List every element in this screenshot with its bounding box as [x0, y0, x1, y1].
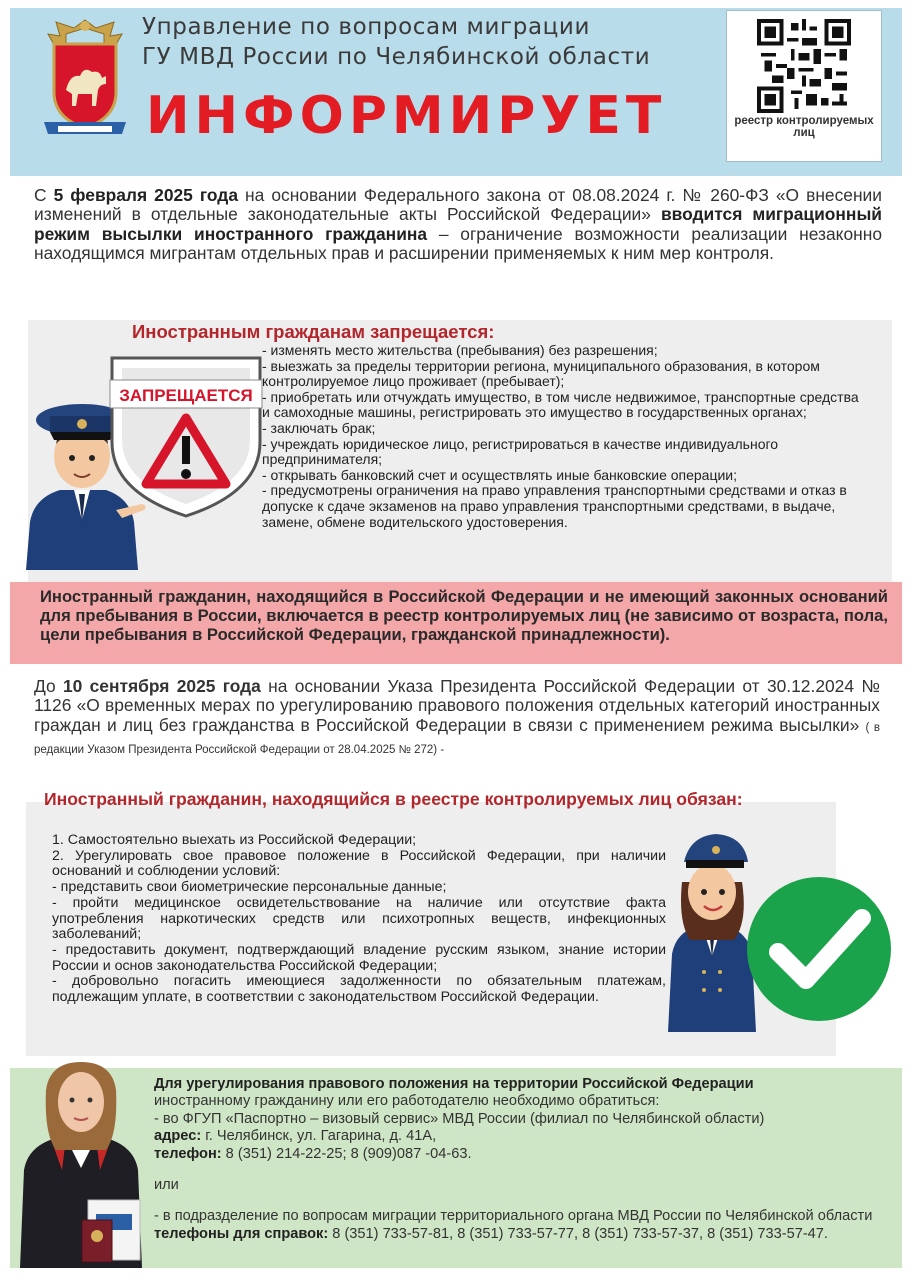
informs-heading: ИНФОРМИРУЕТ [146, 86, 667, 146]
intro-emphasis: вводится миграционный режим высылки иностранного гражданина [34, 204, 882, 244]
chelyabinsk-police-emblem-icon [36, 14, 134, 142]
address-line [154, 1128, 902, 1145]
prohibited-warning-sign-icon [106, 352, 266, 520]
obligations-list [52, 833, 666, 1006]
prohibited-item: - заключать брак; [262, 419, 376, 436]
registry-banner-text: Иностранный гражданин, находящийся в Российской Федерации и не имеющий законных оснований для пребывания в России, включается в реестр контролируемых лиц (не зависимо от возраста, пола, цели пребывания в Российской Федерации, гражданской принадлежности). [40, 587, 888, 644]
intro-date: 5 февраля 2025 года [53, 185, 238, 205]
contacts-block [154, 1076, 902, 1243]
decree-date: 10 сентября 2025 года [62, 676, 261, 696]
prohibited-list [262, 343, 862, 530]
obligation-item: 1. Самостоятельно выехать из Российской Федерации; [52, 832, 417, 848]
decree-paragraph: До 10 сентября 2025 года на основании Указа Президента Российской Федерации от 30.12.2024 № 1126 «О временных мерах по урегулированию правового положения отдельных категорий иностранных граждан и лиц без гражданства в Российской Федерации в связи с применением режима высылки» ( в редакции Указом Президента Российской Федерации от 28.04.2025 № 272) - [34, 676, 880, 756]
officer-with-documents-icon [16, 1050, 146, 1268]
contacts-line: - во ФГУП «Паспортно – визовый сервис» МВД России (филиал по Челябинской области) [154, 1110, 765, 1127]
obligation-item: - представить свои биометрические персональные данные; [52, 879, 447, 896]
prohibited-item: - приобретать или отчуждать имущество, в том числе недвижимое, транспортные средства и самоходные машины, регистрировать это имущество в государственных органах; [262, 388, 859, 421]
checkmark-icon [746, 876, 892, 1022]
contacts-line: - в подразделение по вопросам миграции территориального органа МВД России по Челябинской области [154, 1208, 873, 1225]
spacer [154, 1163, 902, 1177]
prohibited-title: Иностранным гражданам запрещается: [132, 321, 495, 342]
obligation-item: 2. Урегулировать свое правовое положение в Российской Федерации, при наличии оснований и соблюдении условий: [52, 847, 666, 880]
address-label: адрес: [154, 1128, 202, 1145]
prohibited-item: - предусмотрены ограничения на право управления транспортными средствами и отказ в допуске к сдаче экзаменов на право управления транспортными средствами, в выдаче, замене, обмене водительского удостоверения. [262, 482, 847, 530]
intro-paragraph: С 5 февраля 2025 года на основании Федерального закона от 08.08.2024 г. № 260-ФЗ «О внесении изменений в отдельные законодательные акты Российской Федерации» вводится миграционный режим высылки иностранного гражданина – ограничение возможности реализации незаконно находящимся мигрантам отдельных прав и расширении применяемых к ним мер контроля. [34, 185, 882, 264]
obligation-item: - добровольно погасить имеющиеся задолженности по обязательным платежам, подлежащим уплате, в соответствии с законодательством Российской Федерации. [52, 973, 666, 1006]
obligations-title: Иностранный гражданин, находящийся в реестре контролируемых лиц обязан: [44, 789, 743, 809]
prohibited-sign-label: ЗАПРЕЩАЕТСЯ [119, 386, 253, 405]
spacer [154, 1194, 902, 1208]
contacts-heading: Для урегулирования правового положения на территории Российской Федерации [154, 1076, 754, 1092]
org-line-1: Управление по вопросам миграции [142, 14, 590, 40]
obligation-item: - предоставить документ, подтверждающий владение русским языком, знание истории России и основ законодательства Российской Федерации; [52, 941, 666, 974]
prohibited-item: - учреждать юридическое лицо, регистрироваться в качестве индивидуального предпринимателя; [262, 435, 779, 468]
qr-caption: реестр контролируемых лиц [734, 115, 874, 139]
address-value: г. Челябинск, ул. Гагарина, д. 41А, [201, 1128, 437, 1145]
qr-panel [726, 10, 882, 162]
obligation-item: - пройти медицинское освидетельствование на наличие или отсутствие факта употребления наркотических средств или психотропных веществ, инфекционных заболеваний; [52, 894, 666, 943]
contacts-line: иностранному гражданину или его работодателю необходимо обратиться: [154, 1093, 660, 1110]
phones-label: телефоны для справок: [154, 1225, 329, 1242]
prohibited-item: - выезжать за пределы территории региона, муниципального образования, в котором контролируемое лицо проживает (пребывает); [262, 357, 820, 390]
phone-value[interactable]: 8 (351) 214-22-25; 8 (909)087 -04-63. [221, 1145, 472, 1162]
contacts-or: или [154, 1177, 179, 1194]
phone-label: телефон: [154, 1145, 222, 1162]
prohibited-item: - открывать банковский счет и осуществлять иные банковские операции; [262, 466, 738, 483]
phone-line [154, 1146, 902, 1163]
decree-note: ( в редакции Указом Президента Российской Федерации от 28.04.2025 № 272) - [34, 721, 880, 756]
phones-value[interactable]: 8 (351) 733-57-81, 8 (351) 733-57-77, 8 (351) 733-57-37, 8 (351) 733-57-47. [328, 1225, 828, 1242]
qr-code-icon[interactable] [757, 19, 851, 113]
phones-line [154, 1226, 902, 1243]
prohibited-item: - изменять место жительства (пребывания) без разрешения; [262, 342, 658, 358]
org-line-2: ГУ МВД России по Челябинской области [142, 44, 651, 70]
